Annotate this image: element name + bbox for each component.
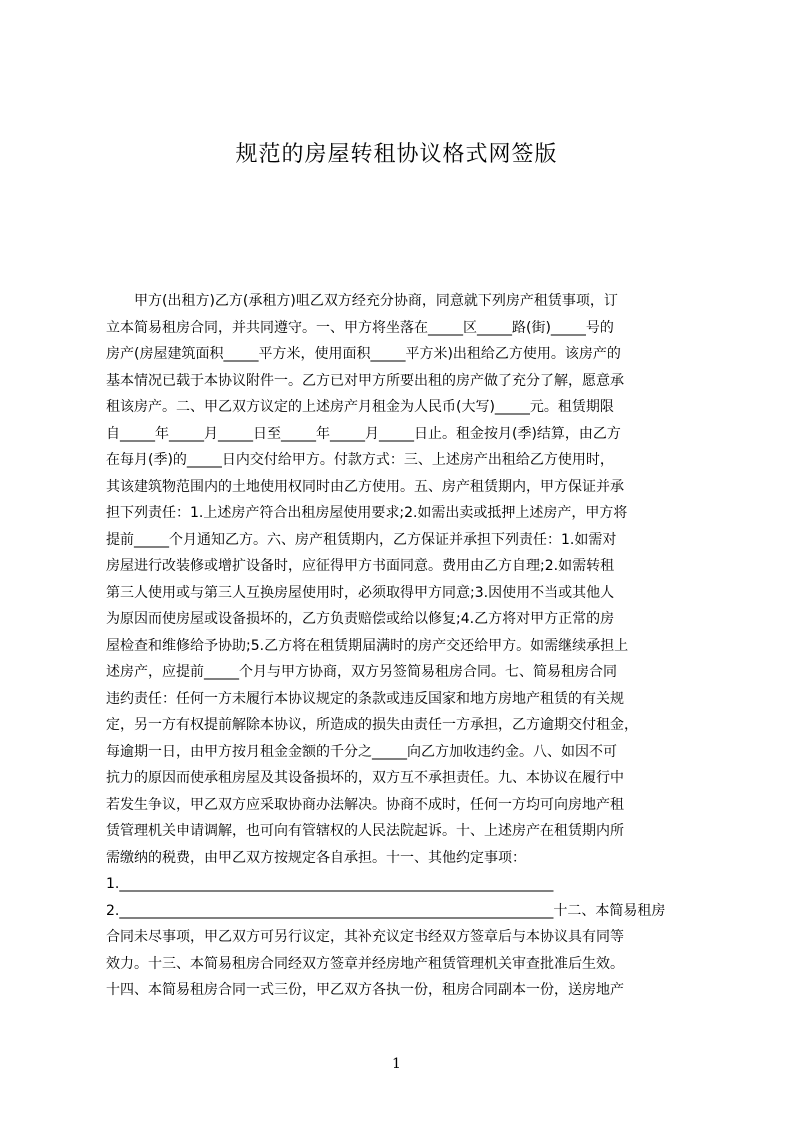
text-line: 十四、本简易租房合同一式三份，甲乙双方各执一份，租房合同副本一份，送房地产 (106, 982, 624, 998)
text-line: 租该房产。二、甲乙双方议定的上述房产月租金为人民币(大写)_____元。租赁期限 (106, 399, 614, 415)
text-line: 基本情况已载于本协议附件一。乙方已对甲方所要出租的房产做了充分了解，愿意承 (106, 372, 624, 389)
text-line: 房屋进行改装修或增扩设备时，应征得甲方书面同意。费用由乙方自理;2.如需转租 (106, 558, 615, 574)
text-line: 抗力的原因而使承租房屋及其设备损坏的，双方互不承担责任。九、本协议在履行中 (106, 770, 624, 786)
text-line: 担下列责任：1.上述房产符合出租房屋使用要求;2.如需出卖或抵押上述房产，甲方将 (106, 505, 628, 521)
text-line: 屋检查和维修给予协助;5.乙方将在租赁期届满时的房产交还给甲方。如需继续承担上 (106, 637, 629, 654)
text-line: 需缴纳的税费，由甲乙双方按规定各自承担。十一、其他约定事项： (106, 849, 526, 866)
text-line: 定，另一方有权提前解除本协议，所造成的损失由责任一方承担，乙方逾期交付租金， (106, 717, 638, 733)
text-line: 第三人使用或与第三人互换房屋使用时，必须取得甲方同意;3.因使用不当或其他人 (106, 584, 615, 601)
text-line: 每逾期一日，由甲方按月租金金额的千分之_____向乙方加收违约金。八、如因不可 (106, 743, 617, 760)
text-line: 合同未尽事项，甲乙双方可另行议定，其补充议定书经双方签章后与本协议具有同等 (106, 929, 624, 945)
document-title: 规范的房屋转租协议格式网签版 (235, 142, 558, 167)
text-line: 赁管理机关申请调解，也可向有管辖权的人民法院起诉。十、上述房产在租赁期内所 (106, 823, 624, 839)
text-line: 其该建筑物范围内的土地使用权同时由乙方使用。五、房产租赁期内，甲方保证并承 (106, 478, 624, 495)
contract-body (106, 288, 702, 1004)
text-line: 房产(房屋建筑面积_____平方米，使用面积_____平方米)出租给乙方使用。该房产的 (106, 346, 621, 362)
text-line: 自_____年_____月_____日至_____年_____月_____日止。租金按月(季)结算，由乙方 (106, 425, 621, 442)
text-line: 为原因而使房屋或设备损坏的，乙方负责赔偿或给以修复;4.乙方将对甲方正常的房 (106, 611, 615, 627)
text-line: 立本简易租房合同，并共同遵守。一、甲方将坐落在_____区_____路(街)_____号的 (106, 319, 614, 336)
text-line: 1.______________________________________________________________ (106, 876, 554, 892)
text-line: 效力。十三、本简易租房合同经双方签章并经房地产租赁管理机关审查批准后生效。 (106, 955, 624, 972)
text-line: 若发生争议，甲乙双方应采取协商办法解决。协商不成时，任何一方均可向房地产租 (106, 796, 624, 813)
text-line: 违约责任：任何一方未履行本协议规定的条款或违反国家和地方房地产租赁的有关规 (106, 690, 624, 707)
text-line: 甲方(出租方)乙方(承租方)咀乙双方经充分协商，同意就下列房产租赁事项，订 (106, 293, 618, 309)
text-line: 提前_____个月通知乙方。六、房产租赁期内，乙方保证并承担下列责任：1.如需对 (106, 531, 617, 548)
text-line: 在每月(季)的_____日内交付给甲方。付款方式：三、上述房产出租给乙方使用时， (106, 452, 614, 468)
text-line: 述房产，应提前_____个月与甲方协商，双方另签简易租房合同。七、简易租房合同 (106, 664, 617, 680)
text-line: 2.______________________________________________________________十二、本简易租房 (106, 902, 666, 919)
page-number: 1 (392, 1056, 401, 1072)
